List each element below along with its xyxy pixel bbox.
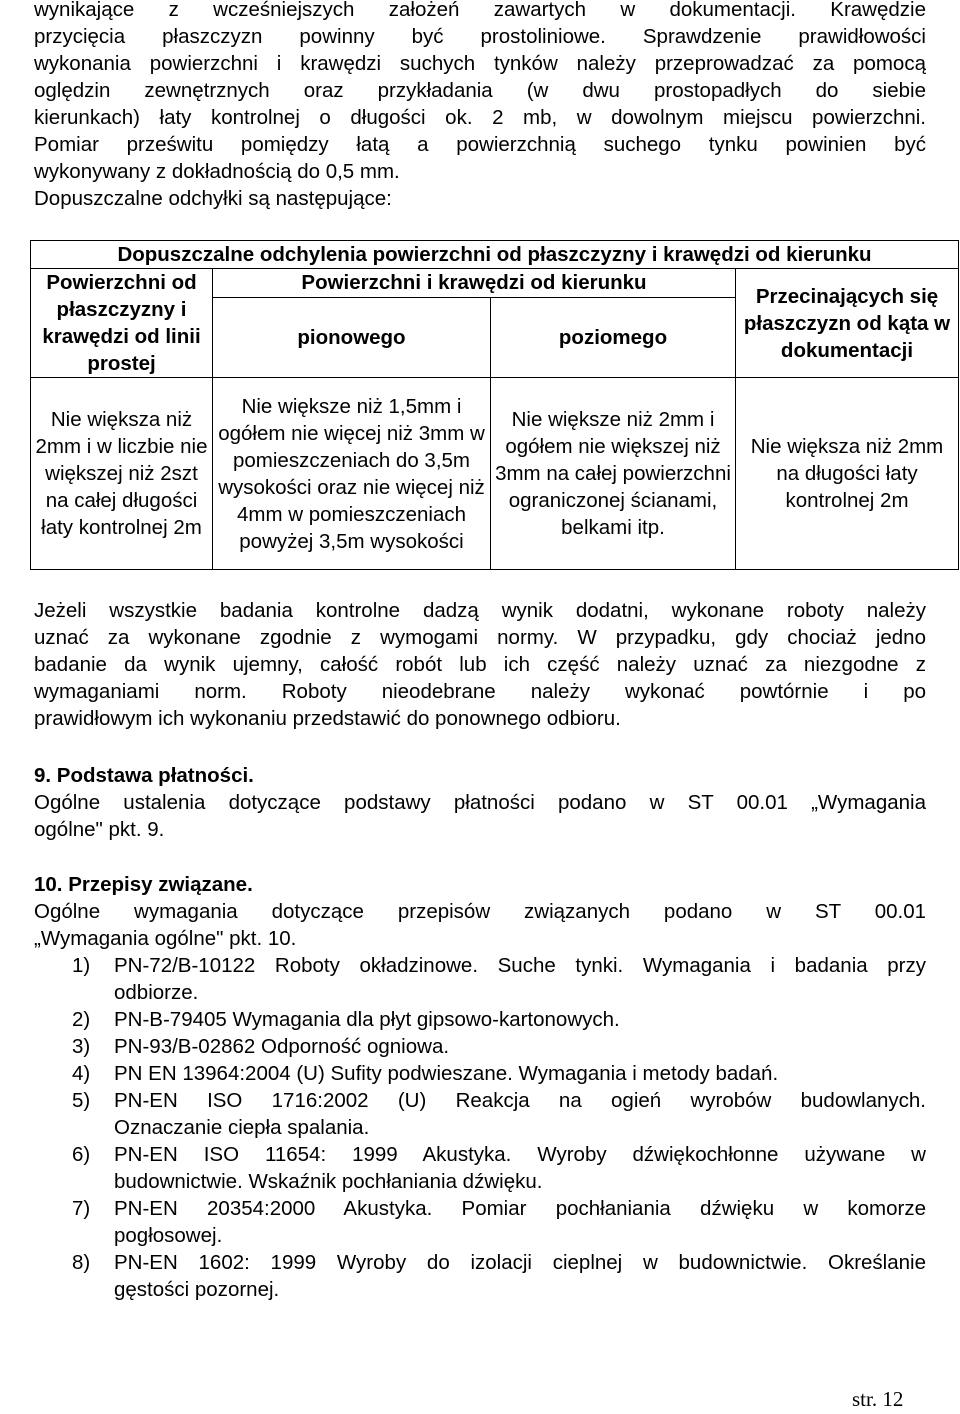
list-item-line: pogłosowej. — [114, 1224, 223, 1247]
intro-line: wynikające z wcześniejszych założeń zawartych w dokumentacji. Krawędzie — [34, 0, 926, 21]
list-item-line: Oznaczanie ciepła spalania. — [114, 1116, 370, 1139]
intro-line: wykonania powierzchni i krawędzi suchych tynków należy przeprowadzać za pomocą — [34, 52, 926, 75]
table-cell-plane: Nie większa niż 2mm i w liczbie nie większej niż 2szt na całej długości łaty kontrolnej 2m — [31, 378, 213, 570]
list-item-line: PN-EN 1602: 1999 Wyroby do izolacji cieplnej w budownictwie. Określanie — [114, 1251, 926, 1274]
section-10-heading — [34, 871, 926, 898]
section-9-body — [34, 789, 926, 843]
intro-line: wykonywany z dokładnością do 0,5 mm. — [34, 160, 400, 183]
acceptance-line: badanie da wynik ujemny, całość robót lub ich część należy uznać za niezgodne z — [34, 653, 926, 676]
list-item-number: 5) — [72, 1089, 91, 1112]
list-item — [72, 1087, 926, 1141]
acceptance-line: wymaganiami norm. Roboty nieodebrane należy wykonać powtórnie i po — [34, 680, 926, 703]
col-header-plane: Powierzchni od płaszczyzny i krawędzi od linii prostej — [31, 269, 213, 378]
acceptance-paragraph — [34, 597, 926, 732]
list-item-number: 2) — [72, 1008, 91, 1031]
section-9-heading-text: 9. Podstawa płatności. — [34, 764, 254, 787]
col-header-horizontal: poziomego — [491, 297, 736, 377]
list-item-line: PN-93/B-02862 Odporność ogniowa. — [114, 1035, 450, 1058]
section-10-heading-text: 10. Przepisy związane. — [34, 873, 253, 896]
intro-line: kierunkach) łaty kontrolnej o długości ok. 2 mb, w dowolnym miejscu powierzchni. — [34, 106, 926, 129]
acceptance-line: Jeżeli wszystkie badania kontrolne dadzą wynik dodatni, wykonane roboty należy — [34, 599, 926, 622]
intro-line: Pomiar prześwitu pomiędzy łatą a powierzchnią suchego tynku powinien być — [34, 133, 926, 156]
col-group-header-direction: Powierzchni i krawędzi od kierunku — [213, 269, 736, 298]
table-title: Dopuszczalne odchylenia powierzchni od płaszczyzny i krawędzi od kierunku — [31, 241, 959, 269]
list-item — [72, 1060, 926, 1087]
intro-line: oględzin zewnętrznych oraz przykładania (w dwu prostopadłych do siebie — [34, 79, 926, 102]
references-list — [72, 952, 926, 1303]
table-row — [31, 378, 959, 570]
list-item — [72, 1141, 926, 1195]
list-item-line: PN-EN ISO 11654: 1999 Akustyka. Wyroby dźwiękochłonne używane w — [114, 1143, 926, 1166]
col-header-angle: Przecinających się płaszczyzn od kąta w dokumentacji — [736, 269, 959, 378]
list-item-number: 4) — [72, 1062, 91, 1085]
acceptance-line: prawidłowym ich wykonaniu przedstawić do ponownego odbioru. — [34, 707, 621, 730]
section-9-line: ogólne" pkt. 9. — [34, 818, 165, 841]
page-number: str. 12 — [852, 1387, 904, 1411]
list-item-line: gęstości pozornej. — [114, 1278, 280, 1301]
list-item-number: 8) — [72, 1251, 91, 1274]
acceptance-line: uznać za wykonane zgodnie z wymogami normy. W przypadku, gdy chociaż jedno — [34, 626, 926, 649]
list-item-number: 7) — [72, 1197, 91, 1220]
list-item-line: budownictwie. Wskaźnik pochłaniania dźwięku. — [114, 1170, 543, 1193]
list-item-number: 1) — [72, 954, 91, 977]
list-item — [72, 1249, 926, 1303]
tolerances-table — [30, 240, 959, 570]
list-item — [72, 1195, 926, 1249]
list-item-line: PN-EN 20354:2000 Akustyka. Pomiar pochłaniania dźwięku w komorze — [114, 1197, 926, 1220]
intro-line: przycięcia płaszczyzn powinny być prostoliniowe. Sprawdzenie prawidłowości — [34, 25, 926, 48]
tolerances-lead-text: Dopuszczalne odchyłki są następujące: — [34, 187, 392, 210]
list-item — [72, 952, 926, 1006]
section-10-line: „Wymagania ogólne" pkt. 10. — [34, 927, 297, 950]
list-item-line: PN-72/B-10122 Roboty okładzinowe. Suche tynki. Wymagania i badania przy — [114, 954, 926, 977]
list-item-line: PN EN 13964:2004 (U) Sufity podwieszane. Wymagania i metody badań. — [114, 1062, 779, 1085]
list-item-line: odbiorze. — [114, 981, 199, 1004]
list-item-line: PN-EN ISO 1716:2002 (U) Reakcja na ogień wyrobów budowlanych. — [114, 1089, 926, 1112]
table-cell-angle: Nie większa niż 2mm na długości łaty kontrolnej 2m — [736, 378, 959, 570]
table-cell-vertical: Nie większe niż 1,5mm i ogółem nie więcej niż 3mm w pomieszczeniach do 3,5m wysokości oraz nie więcej niż 4mm w pomieszczeniach powyżej 3,5m wysokości — [213, 378, 491, 570]
tolerances-table-wrapper — [30, 240, 958, 569]
list-item — [72, 1033, 926, 1060]
list-item-number: 6) — [72, 1143, 91, 1166]
list-item-line: PN-B-79405 Wymagania dla płyt gipsowo-kartonowych. — [114, 1008, 620, 1031]
section-9-heading — [34, 762, 926, 789]
list-item — [72, 1006, 926, 1033]
section-10-line: Ogólne wymagania dotyczące przepisów związanych podano w ST 00.01 — [34, 900, 926, 923]
list-item-number: 3) — [72, 1035, 91, 1058]
table-cell-horizontal: Nie większe niż 2mm i ogółem nie większej niż 3mm na całej powierzchni ograniczonej ścianami, belkami itp. — [491, 378, 736, 570]
section-10-body — [34, 898, 926, 952]
tolerances-lead — [34, 185, 926, 212]
intro-paragraph — [34, 0, 926, 185]
col-header-vertical: pionowego — [213, 297, 491, 377]
section-9-line: Ogólne ustalenia dotyczące podstawy płatności podano w ST 00.01 „Wymagania — [34, 791, 926, 814]
